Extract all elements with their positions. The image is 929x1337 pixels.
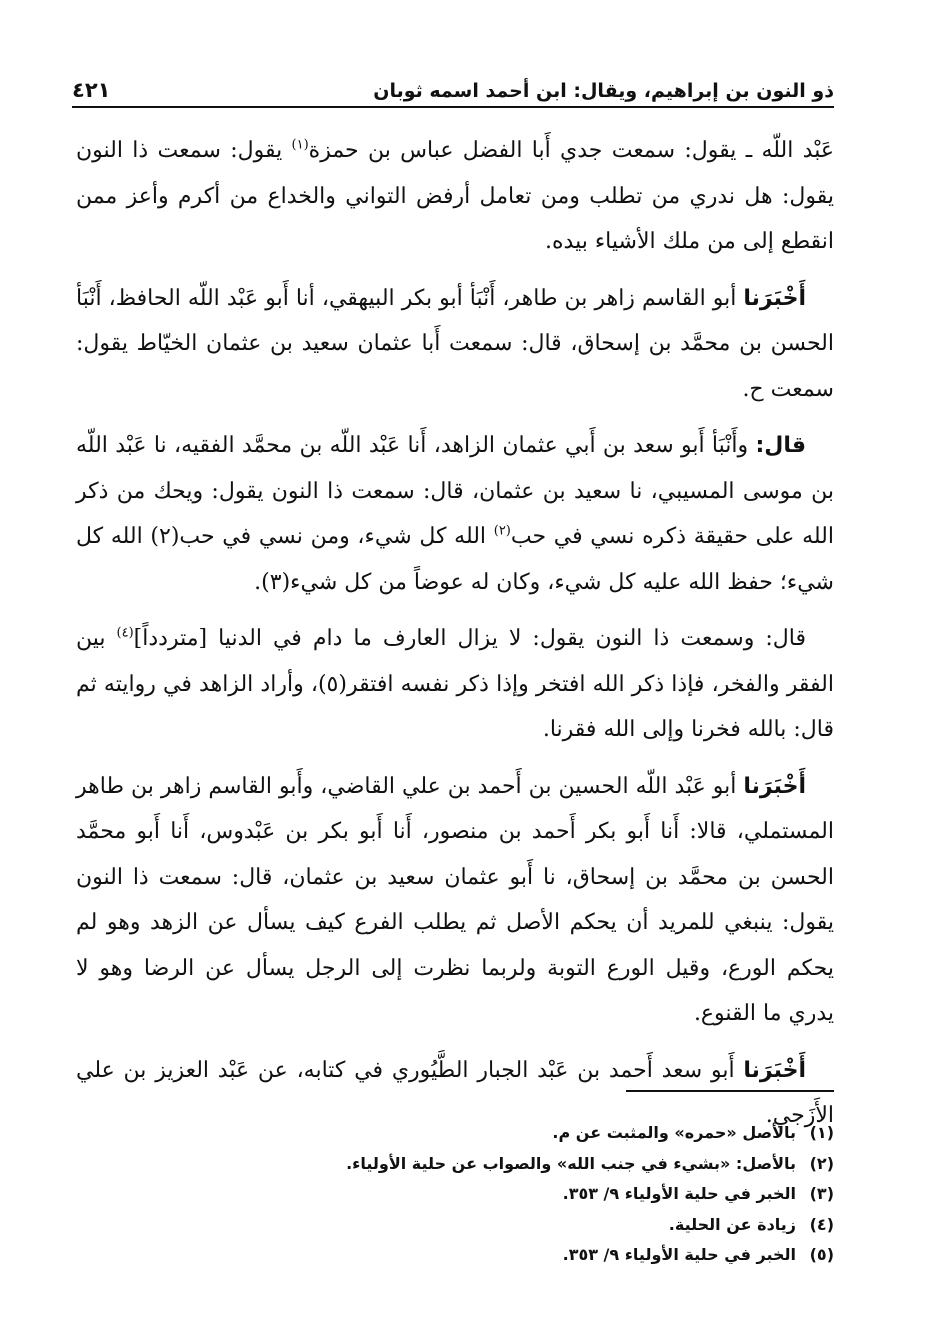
running-title: ذو النون بن إبراهيم، ويقال: ابن أحمد اسمه ثوبان xyxy=(373,80,834,102)
footnote-ref: (٢) xyxy=(493,523,511,539)
paragraph-2 xyxy=(76,276,834,413)
footnote-text: بالأصل «حمره» والمثبت عن م. xyxy=(552,1123,796,1142)
paragraph-text: أبو عَبْد اللّه الحسين بن أَحمد بن علي القاضي، وأَبو القاسم زاهر بن طاهر المستملي، قالا: أَنا أَبو بكر أَحمد بن منصور، أَنا أَبو بكر بن عَبْدوس، أَنا أَبو محمَّد الحسن بن محمَّد بن إسحاق، نا أَبو عثمان سعيد بن عثمان، قال: سمعت ذا النون يقول: ينبغي للمريد أن يحكم الأصل ثم يطلب الفرع كيف يسأل عن الزهد وهو لم يحكم الورع، وقيل الورع التوبة ولربما نظرت إلى الرجل يسأل عن الرضا وهو لا يدري ما القنوع. xyxy=(76,773,834,1026)
footnotes xyxy=(300,1118,834,1271)
footnote-rule xyxy=(626,1090,834,1092)
footnote-number: (٥) xyxy=(809,1245,834,1264)
paragraph-1 xyxy=(76,128,834,265)
akhbarana-lead: أَخْبَرَنا xyxy=(743,773,806,799)
footnote xyxy=(300,1149,834,1180)
main-text xyxy=(76,128,834,1150)
paragraph-3 xyxy=(76,423,834,605)
paragraph-4 xyxy=(76,616,834,753)
paragraph-text: عَبْد اللّه ـ يقول: سمعت جدي أَبا الفضل عباس بن حمزة xyxy=(308,138,834,163)
qala-lead: قال: xyxy=(755,433,806,458)
footnote-number: (٣) xyxy=(809,1184,834,1203)
footnote-text: الخبر في حلية الأولياء ٩/ ٣٥٣. xyxy=(562,1245,796,1264)
header-rule xyxy=(72,106,834,108)
paragraph-text: بين الفقر والفخر، فإذا ذكر الله افتخر وإذا ذكر نفسه افتقر(٥)، وأراد الزاهد في روايته ثم قال: بالله فخرنا وإلى الله فقرنا. xyxy=(76,626,834,742)
paragraph-text: قال: وسمعت ذا النون يقول: لا يزال العارف ما دام في الدنيا [متردداً] xyxy=(133,626,806,651)
footnote-number: (١) xyxy=(809,1123,834,1142)
paragraph-text: الله كل شيء، ومن نسي في حب(٢) الله كل شيء؛ حفظ الله عليه كل شيء، وكان له عوضاً من كل شيء(٣). xyxy=(76,524,834,595)
footnote-text: الخبر في حلية الأولياء ٩/ ٣٥٣. xyxy=(562,1184,796,1203)
akhbarana-lead: أَخْبَرَنا xyxy=(743,285,806,311)
paragraph-text: أَبو سعد أَحمد بن عَبْد الجبار الطَّيُوري في كتابه، عن عَبْد العزيز بن علي الأَزَجي. xyxy=(76,1057,834,1128)
page-header xyxy=(72,66,834,102)
footnote-text: زيادة عن الحلية. xyxy=(668,1214,796,1234)
footnote xyxy=(300,1179,834,1210)
footnote xyxy=(300,1118,834,1149)
footnote-ref: (١) xyxy=(291,137,309,153)
paragraph-text: يقول: سمعت ذا النون يقول: هل ندري من تطلب ومن تعامل أرفض التواني والخداع من أكرم وأعز ممن انقطع إلى من ملك الأشياء بيده. xyxy=(76,138,834,254)
footnote xyxy=(300,1210,834,1241)
footnote xyxy=(300,1240,834,1271)
footnote-ref: (٤) xyxy=(116,625,134,641)
footnote-number: (٤) xyxy=(809,1214,834,1234)
paragraph-5 xyxy=(76,764,834,1037)
paragraph-text: وأَنْبَأ أَبو سعد بن أَبي عثمان الزاهد، أَنا عَبْد اللّه بن محمَّد الفقيه، نا عَبْد اللّه بن موسى المسيبي، نا سعيد بن عثمان، قال: سمعت ذا النون يقول: ويحك من ذكر الله على حقيقة ذكره نسي في حب xyxy=(76,433,834,549)
footnote-text: بالأصل: «بشيء في جنب الله» والصواب عن حلية الأولياء. xyxy=(346,1153,796,1173)
page-number: ٤٢١ xyxy=(72,78,111,102)
paragraph-text: أبو القاسم زاهر بن طاهر، أَنْبَأ أبو بكر البيهقي، أنا أَبو عَبْد اللّه الحافظ، أَنْبَأ الحسن بن محمَّد بن إسحاق، قال: سمعت أَبا عثمان سعيد بن عثمان الخيّاط يقول: سمعت ح. xyxy=(76,285,834,402)
akhbarana-lead: أَخْبَرَنا xyxy=(743,1057,806,1083)
footnote-number: (٢) xyxy=(809,1153,834,1173)
